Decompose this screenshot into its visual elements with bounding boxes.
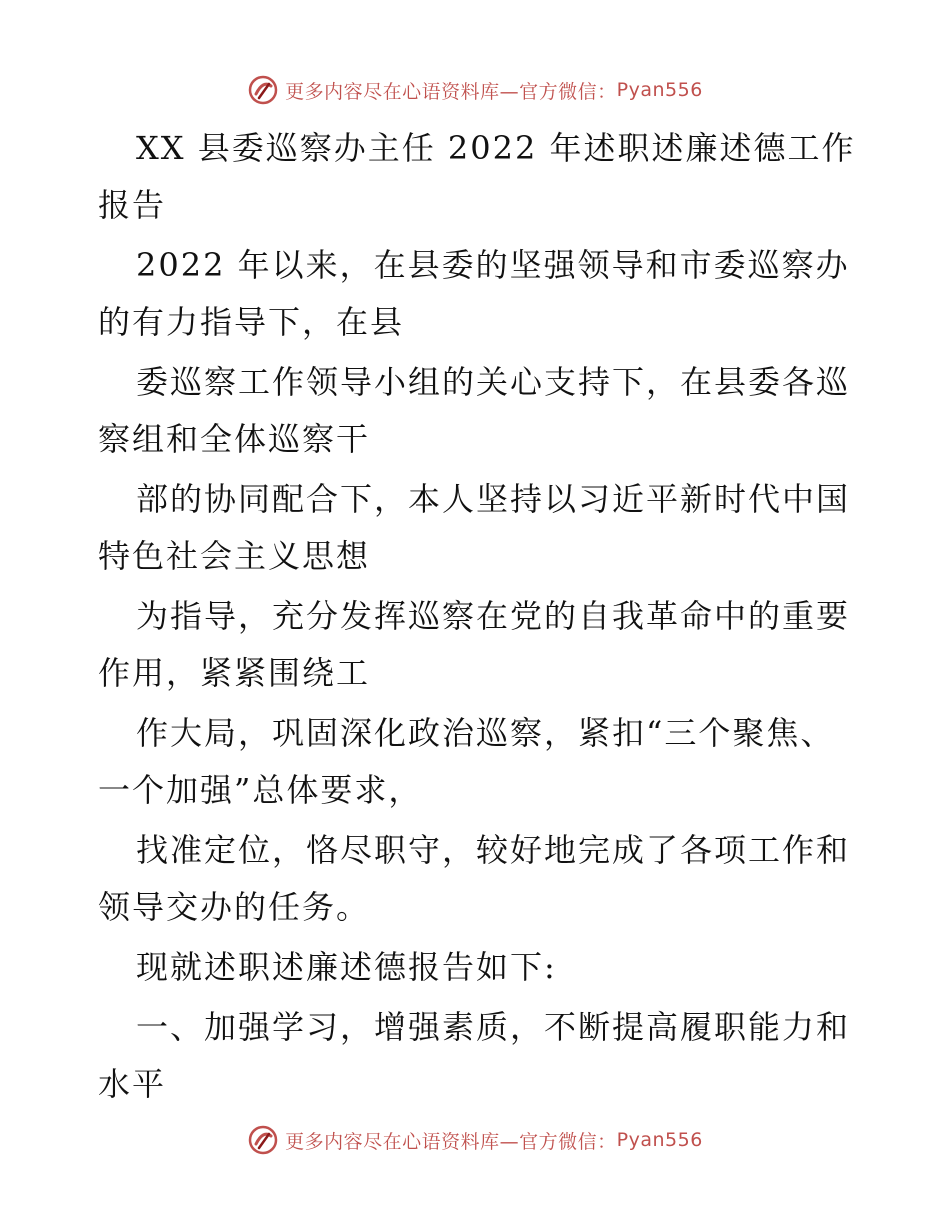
brand-logo-icon [247, 74, 279, 106]
paragraph-4: 为指导，充分发挥巡察在党的自我革命中的重要作用，紧紧围绕工 [98, 597, 851, 692]
brand-logo-icon [247, 1124, 279, 1156]
paragraph-3: 部的协同配合下，本人坚持以习近平新时代中国特色社会主义思想 [98, 480, 851, 575]
footer-banner-text: 更多内容尽在心语资料库—官方微信： [285, 1130, 617, 1153]
document-title: XX 县委巡察办主任 2022 年述职述廉述德工作报告 [98, 129, 856, 224]
header-banner-text: 更多内容尽在心语资料库—官方微信： [285, 80, 617, 103]
paragraph-5: 作大局，巩固深化政治巡察，紧扣“三个聚焦、一个加强”总体要求， [98, 714, 835, 809]
paragraph-1: 2022 年以来，在县委的坚强领导和市委巡察办的有力指导下，在县 [98, 246, 850, 341]
paragraph-7: 现就述职述廉述德报告如下: [136, 948, 557, 986]
document-body [98, 120, 858, 1113]
footer-wechat-id: Pyan556 [616, 1129, 703, 1151]
footer-banner [0, 1120, 950, 1160]
header-banner [0, 70, 950, 110]
paragraph-6: 找准定位，恪尽职守，较好地完成了各项工作和领导交办的任务。 [98, 831, 851, 926]
paragraph-2: 委巡察工作领导小组的关心支持下，在县委各巡察组和全体巡察干 [98, 363, 851, 458]
section-heading-1: 一、加强学习，增强素质，不断提高履职能力和水平 [98, 1008, 851, 1103]
header-wechat-id: Pyan556 [616, 79, 703, 101]
